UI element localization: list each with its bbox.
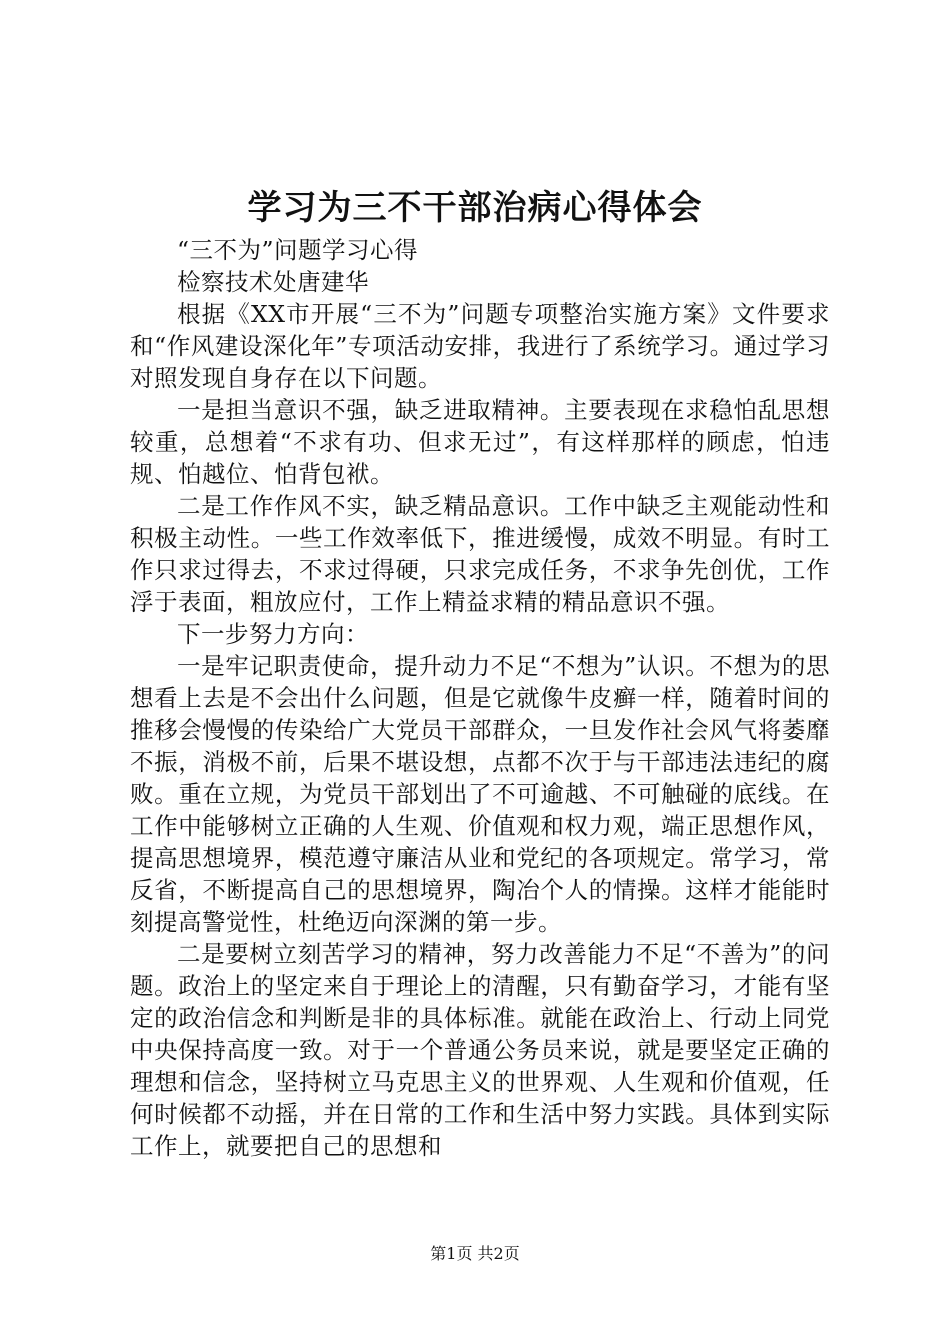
- paragraph-author: 检察技术处唐建华: [177, 268, 369, 296]
- paragraph-intro: 根据《XX市开展“三不为”问题专项整治实施方案》文件要求和“作风建设深化年”专项活动安排，我进行了系统学习。通过学习对照发现自身存在以下问题。: [130, 300, 830, 392]
- paragraph-next-steps-heading: 下一步努力方向：: [177, 620, 369, 648]
- page-footer: 第1页 共2页: [430, 1244, 520, 1263]
- document-title: 学习为三不干部治病心得体会: [247, 188, 703, 228]
- paragraph-step-one: 一是牢记职责使命，提升动力不足“不想为”认识。不想为的思想看上去是不会出什么问题，但是它就像牛皮癣一样，随着时间的推移会慢慢的传染给广大党员干部群众，一旦发作社会风气将萎靡不振，消极不前，后果不堪设想，点都不次于与干部违法违纪的腐败。重在立规，为党员干部划出了不可逾越、不可触碰的底线。在工作中能够树立正确的人生观、价值观和权力观，端正思想作风，提高思想境界，模范遵守廉洁从业和党纪的各项规定。常学习，常反省，不断提高自己的思想境界，陶冶个人的情操。这样才能能时刻提高警觉性，杜绝迈向深渊的第一步。: [130, 652, 830, 936]
- paragraph-issue-two: 二是工作作风不实，缺乏精品意识。工作中缺乏主观能动性和积极主动性。一些工作效率低下，推进缓慢，成效不明显。有时工作只求过得去，不求过得硬，只求完成任务，不求争先创优，工作浮于表面，粗放应付，工作上精益求精的精品意识不强。: [130, 492, 830, 616]
- paragraph-step-two: 二是要树立刻苦学习的精神，努力改善能力不足“不善为”的问题。政治上的坚定来自于理论上的清醒，只有勤奋学习，才能有坚定的政治信念和判断是非的具体标准。就能在政治上、行动上同党中央保持高度一致。对于一个普通公务员来说，就是要坚定正确的理想和信念，坚持树立马克思主义的世界观、人生观和价值观，任何时候都不动摇，并在日常的工作和生活中努力实践。具体到实际工作上，就要把自己的思想和: [130, 940, 830, 1160]
- paragraph-subtitle: “三不为”问题学习心得: [177, 236, 419, 264]
- paragraph-issue-one: 一是担当意识不强，缺乏进取精神。主要表现在求稳怕乱思想较重，总想着“不求有功、但求无过”，有这样那样的顾虑，怕违规、怕越位、怕背包袱。: [130, 396, 830, 488]
- document-body: [130, 234, 830, 1162]
